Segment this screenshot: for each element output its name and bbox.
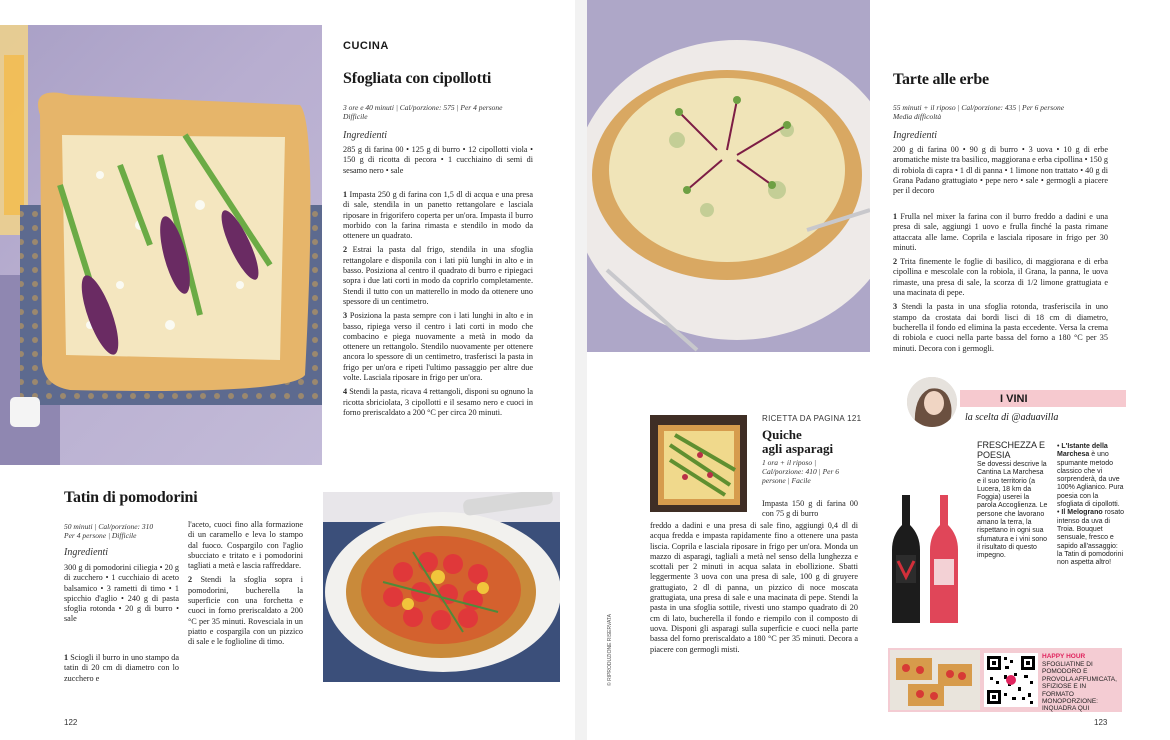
quiche-kicker: RICETTA DA PAGINA 121 xyxy=(762,414,862,423)
page-number: 122 xyxy=(64,718,78,727)
step-tatin-1: 1 Sciogli il burro in uno stampo da tatin di 20 cm di diametro con lo zucchero e xyxy=(64,653,180,683)
happy-hour-box[interactable] xyxy=(888,648,1122,712)
wine-author-avatar xyxy=(907,377,957,427)
meta-line: Media difficoltà xyxy=(893,112,942,121)
wine-subheading: la scelta di @aduavilla xyxy=(965,412,1059,423)
steps-tarte xyxy=(893,212,1108,358)
happy-hour-qr-code[interactable] xyxy=(984,653,1038,707)
ingredients-sfogliata: 285 g di farina 00 • 125 g di burro • 12 cipollotti viola • 150 g di ricotta di pecora • 1 cucchiaino di semi di sesamo nero • sale xyxy=(343,145,533,175)
meta-line: Difficile xyxy=(343,112,368,121)
recipe-meta-tarte xyxy=(893,103,1123,121)
step: 1 Frulla nel mixer la farina con il burro freddo a dadini e una presa di sale, aggiungi 1 uovo e frulla finché la pasta rimane attaccata alle lame. Coprila e lasciala riposare in frigo per 30 minuti. xyxy=(893,212,1108,252)
sfogliata-photo xyxy=(0,25,322,465)
steps-sfogliata xyxy=(343,190,533,422)
ingredients-heading: Ingredienti xyxy=(893,130,938,141)
quiche-intro: Impasta 150 g di farina 00 con 75 g di burro xyxy=(762,499,858,519)
wine-column-1 xyxy=(977,441,1049,561)
meta-line: 3 ore e 40 minuti | Cal/porzione: 575 | Per 4 persone xyxy=(343,103,503,112)
wine-item: • Il Melograno rosato intenso da uva di Troia. Bouquet sensuale, fresco e sapido all'assaggio: la Tatin di pomodorini non aspetta altro! xyxy=(1057,509,1125,567)
step: 3 Posiziona la pasta sempre con i lati lunghi in alto e in basso, ripiega verso il centro i lati corti in modo che combacino e piega nuovamente a metà in modo da ottenere un rettangolo. Stendilo nuovamente per ottenere ancora lo spessore di un centimetro, trasferisci la pasta in frigo per un'ora e ripeti l'ultimo passaggio per altre due volte. Lasciala riposare in frigo per un'ora. xyxy=(343,311,533,383)
quiche-body: freddo a dadini e una presa di sale fino, aggiungi 0,4 dl di acqua fredda e impasta rapidamente fino a ottenere una pasta liscia. Coprila e lasciala riposare in frigo per un'ora. Monda un mazzo di asparagi, tagliali a metà nel senso della lunghezza e scottali per 2 minuti in acqua salata in ebollizione. Sbatti leggermente 3 uova con una presa di sale, 100 g di gruyere grattugiato, 2 dl di panna, un pizzico di noce moscata grattugiata, una presa di sale e una macinata di pepe. Stendi la pasta in una sfoglia sottile, rivesti uno stampo quadrato di 20 cm di lato, bucherella il fondo e riempilo con il composto di uova. Disponi gli asparagi sulla superficie e cuoci nella parte bassa del forno preriscaldato a 180 °C per 35 minuti. Decora a piacere con germogli misti. xyxy=(650,521,858,654)
ingredients-heading: Ingredienti xyxy=(64,547,109,558)
wine-col1-text: Se dovessi descrive la Cantina La Marchesa e il suo territorio (a Lucera, 18 km da Foggia) userei la parola Accoglienza. Le persone che lavorano amano la terra, la rispettano in ogni sua sfumatura e i vini sono il risultato di questo impegno. xyxy=(977,461,1048,560)
section-label: CUCINA xyxy=(343,40,389,52)
happy-hour-photo xyxy=(890,650,980,710)
ingredients-tatin: 300 g di pomodorini ciliegia • 20 g di zucchero • 1 cucchiaio di aceto balsamico • 3 rametti di timo • 1 spicchio d'aglio • 240 g di pasta sfoglia rotonda • 20 g di burro • sale xyxy=(64,563,179,624)
title-line: agli asparagi xyxy=(762,441,834,456)
meta-line: Per 4 persone | Difficile xyxy=(64,531,137,540)
steps-tatin-col2 xyxy=(188,520,303,652)
step: 2 Stendi la sfoglia sopra i pomodorini, bucherella la superficie con una forchetta e cuoci in forno preriscaldato a 200 °C per 35 minuti. Rovesciala in un piatto e cospargila con un pizzico di sale e le foglioline di timo. xyxy=(188,575,303,647)
recipe-title-tarte: Tarte alle erbe xyxy=(893,71,989,88)
recipe-title-quiche xyxy=(762,428,833,456)
tarte-photo xyxy=(587,0,870,352)
step-cont: l'aceto, cuoci fino alla formazione di un caramello e leva lo stampo dal fuoco. Cospargilo con l'aglio sbucciato e tritato e i pomodorini tagliati a metà e lascia raffreddare. xyxy=(188,520,303,571)
recipe-title-tatin: Tatin di pomodorini xyxy=(64,489,198,506)
step: 1 Impasta 250 g di farina con 1,5 dl di acqua e una presa di sale, stendila in un panetto rettangolare e lasciala riposare in frigorifero coperta per un'ora. Impasta il burro morbido con la farina rimasta e stendilo in modo da ottenere un quadrato. xyxy=(343,190,534,241)
step: 2 Trita finemente le foglie di basilico, di maggiorana e di erba cipollina e mescolale con la robiola, il Grana, la panna, le uova rimaste, una presa di sale, la scorza di 1/2 limone grattugiata e una macinata di pepe. xyxy=(893,257,1108,298)
wine-column-2 xyxy=(1057,443,1125,567)
happy-hour-title: HAPPY HOUR xyxy=(1042,653,1086,660)
title-line: Quiche xyxy=(762,427,802,442)
recipe-meta-sfogliata xyxy=(343,103,543,121)
recipe-meta-tatin xyxy=(64,522,184,540)
ingredients-tarte: 200 g di farina 00 • 90 g di burro • 3 uova • 10 g di erbe aromatiche miste tra basilico, maggiorana e erba cipollina • 150 g di robiola di capra • 1 dl di panna • 1 limone non trattato • 40 g di Grana Padano grattugiato • pepe nero • sale • germogli a piacere per il decoro xyxy=(893,145,1108,196)
recipe-title-sfogliata: Sfogliata con cipollotti xyxy=(343,70,492,87)
step: 3 Stendi la pasta in una sfoglia rotonda, trasferiscila in uno stampo da crostata dai bordi lisci di 18 cm di diametro, bucherella il fondo ed elimina la pasta eccedente. Versa la crema di robiola e cuoci nella parte bassa del forno a 180 °C per 35 minuti. Decora con i germogli. xyxy=(893,302,1109,353)
ingredients-heading: Ingredienti xyxy=(343,130,388,141)
quiche-photo xyxy=(650,415,747,512)
meta-line: 55 minuti + il riposo | Cal/porzione: 435 | Per 6 persone xyxy=(893,103,1065,112)
step: 4 Stendi la pasta, ricava 4 rettangoli, disponi su ognuno la ricotta sbriciolata, 3 cipollotti e il sesamo nero e cuoci in forno preriscaldato a 200 °C per circa 20 minuti. xyxy=(343,387,534,417)
spread-gutter xyxy=(575,0,587,740)
step: 2 Estrai la pasta dal frigo, stendila in una sfoglia rettangolare e disponila con i lati più lunghi in alto e in basso. Posiziona al centro il quadrato di burro e ripiegaci sopra i due lati corti in modo da coprirlo completamente. Stendi il tutto con un matterello in modo da ottenere uno spessore di un centimetro. xyxy=(343,245,534,306)
meta-line: 50 minuti | Cal/porzione: 310 xyxy=(64,522,154,531)
happy-hour-text: SFOGLIATINE DI POMODORO E PROVOLA AFFUMICATA, SFIZIOSE E IN FORMATO MONOPORZIONE: INQUADRA QUI xyxy=(1042,661,1117,713)
wine-heading-bar xyxy=(960,390,1126,407)
copyright-credit: © RIPRODUZIONE RISERVATA xyxy=(607,614,613,686)
wine-heading: I VINI xyxy=(1000,393,1028,405)
wine-bottles-photo xyxy=(888,495,968,625)
page-number: 123 xyxy=(1094,718,1108,727)
tatin-photo xyxy=(323,492,560,682)
wine-col1-title: FRESCHEZZA E POESIA xyxy=(977,440,1046,460)
recipe-meta-quiche: 1 ora + il riposo | Cal/porzione: 410 | Per 6 persone | Facile xyxy=(762,458,840,485)
wine-item: • L'Istante della Marchesa è uno spumante metodo classico che vi sorprenderà, da uve 100% Aglianico. Pura poesia con la sfogliata di cipollotti. xyxy=(1057,443,1124,509)
